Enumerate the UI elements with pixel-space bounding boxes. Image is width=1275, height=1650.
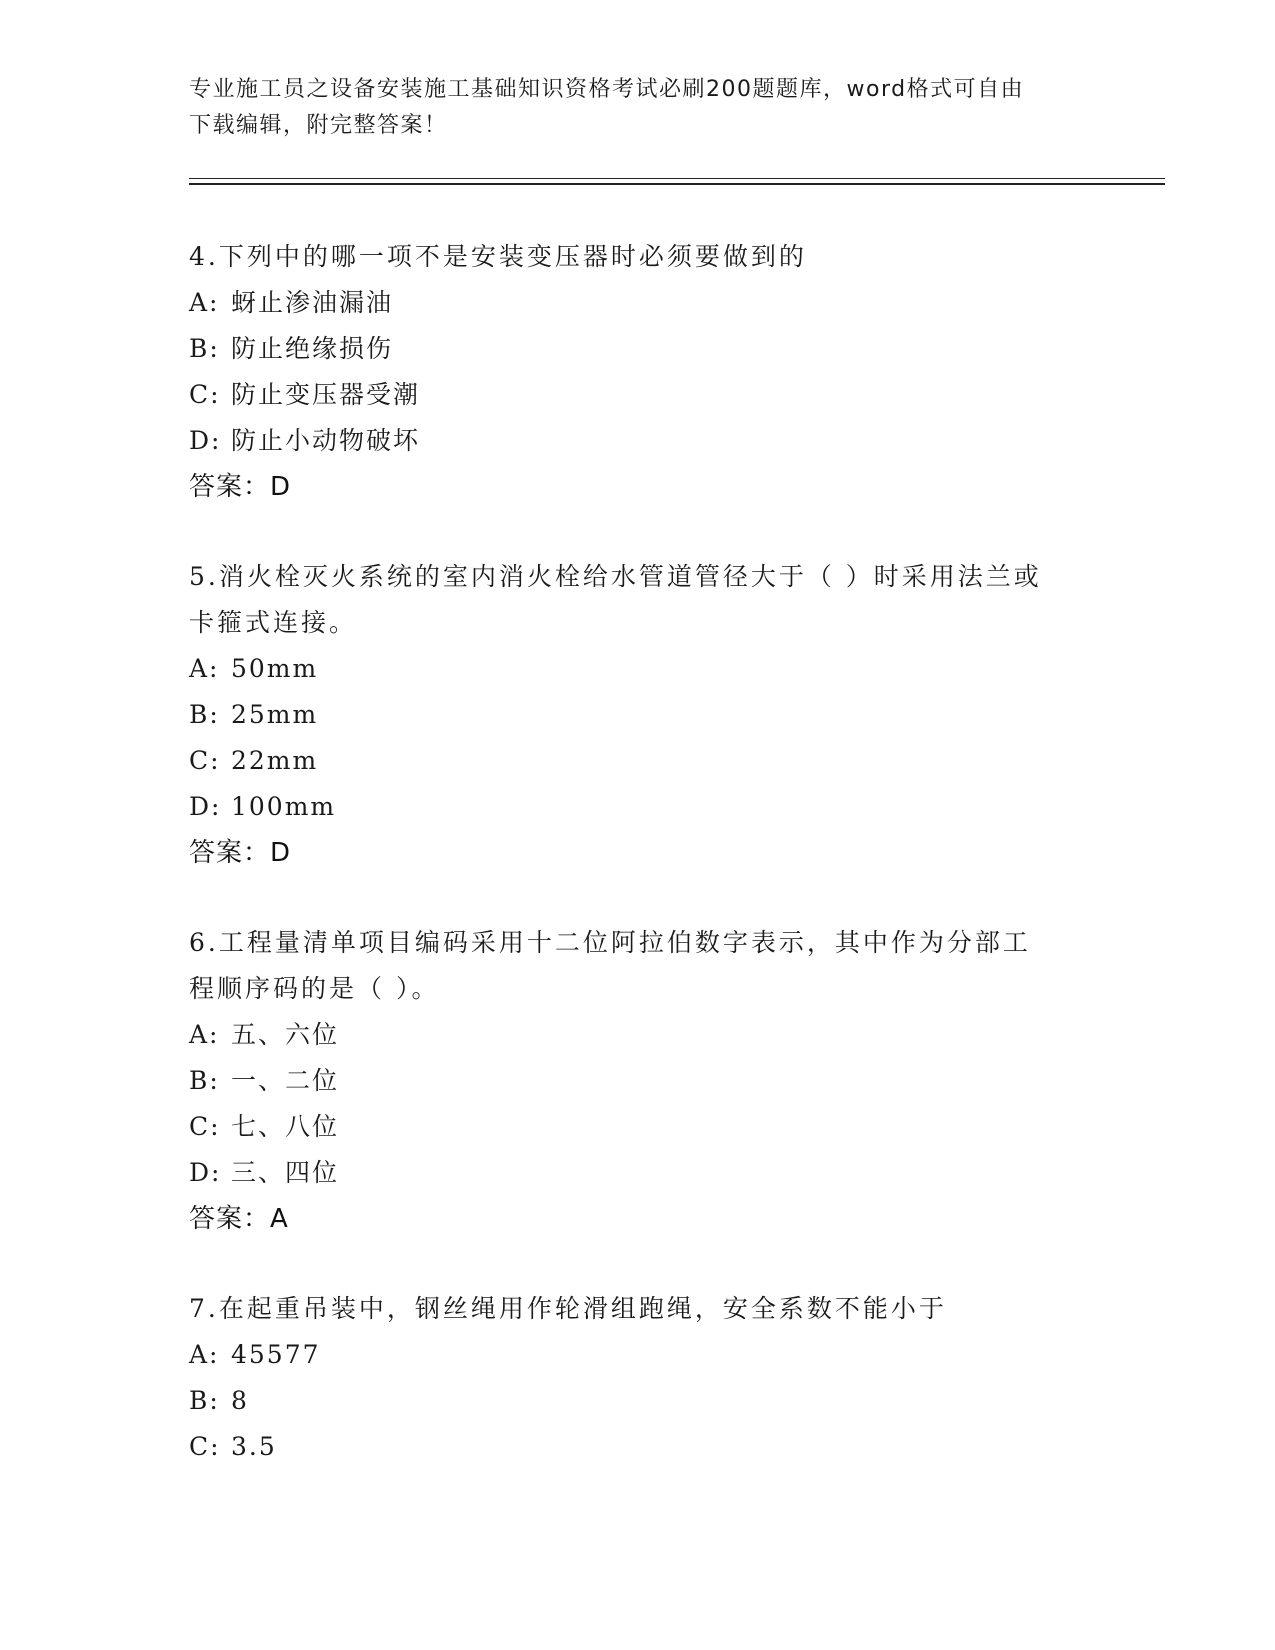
question-stem-line-1: 6.工程量清单项目编码采用十二位阿拉伯数字表示，其中作为分部工	[189, 928, 1031, 957]
option-text: 3.5	[231, 1432, 277, 1461]
question-7	[189, 1286, 1089, 1470]
option-key: C:	[189, 1432, 221, 1461]
document-header	[189, 72, 1069, 144]
question-6	[189, 920, 1089, 1242]
option-text: 22mm	[231, 746, 319, 775]
option-a	[189, 280, 1089, 326]
header-divider-thin	[189, 178, 1165, 179]
answer-line: 答案：D	[189, 472, 292, 502]
option-text: 蚜止渗油漏油	[231, 288, 394, 317]
option-b	[189, 692, 1089, 738]
option-key: B:	[189, 700, 220, 729]
option-key: B:	[189, 1386, 220, 1415]
option-text: 防止绝缘损伤	[231, 334, 394, 363]
header-line-1: 专业施工员之设备安装施工基础知识资格考试必刷200题题库，word格式可自由	[189, 77, 1025, 102]
option-text: 五、六位	[231, 1020, 340, 1049]
option-text: 防止变压器受潮	[231, 380, 421, 409]
option-key: A:	[189, 654, 220, 683]
question-stem-line-2: 卡箍式连接。	[189, 608, 358, 637]
option-key: C:	[189, 746, 221, 775]
option-text: 8	[231, 1386, 249, 1415]
option-key: A:	[189, 1340, 220, 1369]
option-d	[189, 1150, 1089, 1196]
option-text: 100mm	[231, 792, 337, 821]
question-list	[189, 234, 1089, 1514]
option-key: D:	[189, 1158, 222, 1187]
header-divider-thick	[189, 183, 1165, 185]
option-key: D:	[189, 426, 222, 455]
option-key: A:	[189, 1020, 220, 1049]
option-b	[189, 1378, 1089, 1424]
option-text: 防止小动物破坏	[231, 426, 421, 455]
answer-line: 答案：D	[189, 838, 292, 868]
option-d	[189, 784, 1089, 830]
header-line-2: 下载编辑，附完整答案！	[189, 113, 448, 138]
option-key: A:	[189, 288, 220, 317]
option-text: 25mm	[231, 700, 319, 729]
option-c	[189, 1104, 1089, 1150]
answer-line: 答案：A	[189, 1204, 289, 1234]
option-b	[189, 326, 1089, 372]
option-d	[189, 418, 1089, 464]
option-text: 50mm	[231, 654, 319, 683]
question-stem: 4.下列中的哪一项不是安装变压器时必须要做到的	[189, 242, 807, 271]
option-c	[189, 738, 1089, 784]
option-key: C:	[189, 1112, 221, 1141]
option-a	[189, 646, 1089, 692]
option-key: B:	[189, 334, 220, 363]
option-key: C:	[189, 380, 221, 409]
option-text: 45577	[231, 1340, 321, 1369]
option-text: 一、二位	[231, 1066, 340, 1095]
question-stem: 7.在起重吊装中，钢丝绳用作轮滑组跑绳，安全系数不能小于	[189, 1294, 947, 1323]
option-text: 三、四位	[231, 1158, 340, 1187]
option-key: D:	[189, 792, 222, 821]
question-stem-line-1: 5.消火栓灭火系统的室内消火栓给水管道管径大于（ ）时采用法兰或	[189, 562, 1042, 591]
option-text: 七、八位	[231, 1112, 340, 1141]
option-c	[189, 1424, 1089, 1470]
option-key: B:	[189, 1066, 220, 1095]
question-5	[189, 554, 1089, 876]
question-4	[189, 234, 1089, 510]
option-a	[189, 1012, 1089, 1058]
question-stem-line-2: 程顺序码的是（ ）。	[189, 974, 440, 1003]
option-a	[189, 1332, 1089, 1378]
option-c	[189, 372, 1089, 418]
option-b	[189, 1058, 1089, 1104]
